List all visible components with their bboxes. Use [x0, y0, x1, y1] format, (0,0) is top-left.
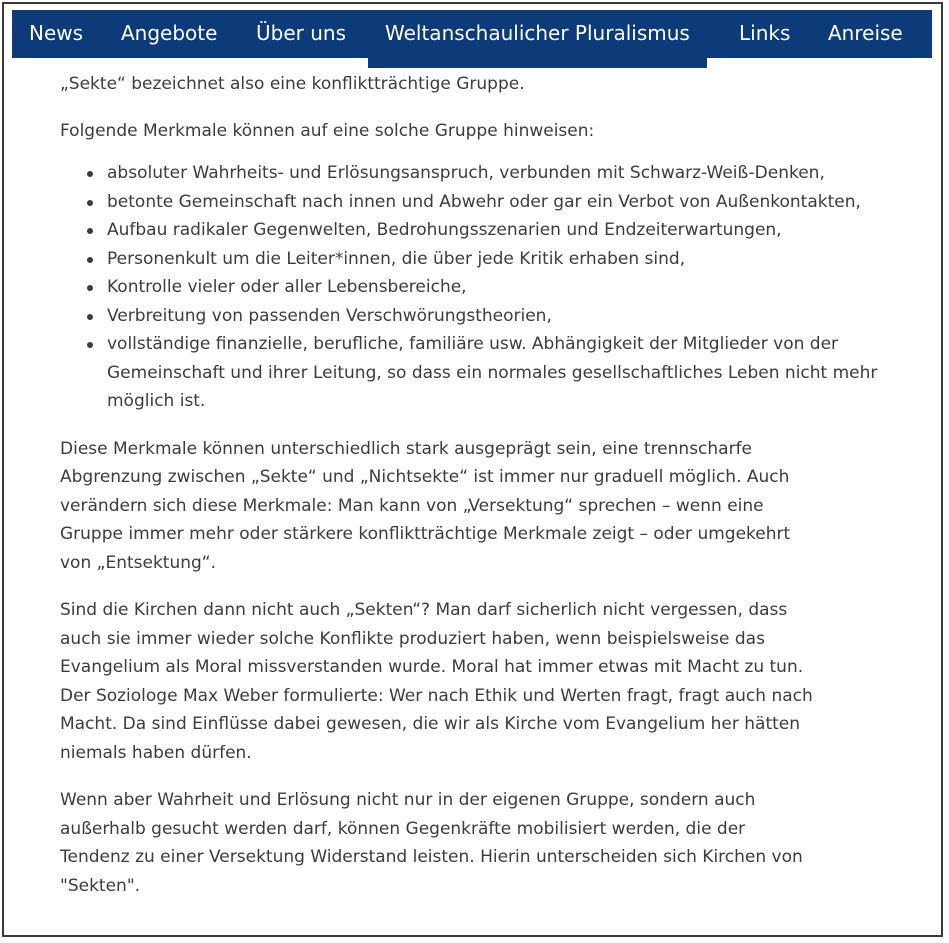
nav-item-news[interactable]: News	[29, 21, 84, 45]
intro-text: „Sekte“ bezeichnet also eine konfliktträchtige Gruppe.	[60, 74, 525, 94]
nav-item-ueber-uns[interactable]: Über uns	[256, 21, 346, 45]
nav-item-links[interactable]: Links	[739, 21, 791, 45]
traits-list	[60, 159, 947, 416]
list-item: absoluter Wahrheits- und Erlösungsanspruch, verbunden mit Schwarz-Weiß-Denken,	[107, 159, 947, 188]
list-item: vollständige finanzielle, berufliche, familiäre usw. Abhängigkeit der Mitglieder von der Gemeinschaft und ihrer Leitung, so dass ein normales gesellschaftliches Leben nicht mehr möglich ist.	[107, 330, 947, 416]
paragraph-kirchen: Sind die Kirchen dann nicht auch „Sekten“? Man darf sicherlich nicht vergessen, dass auch sie immer wieder solche Konflikte produziert haben, wenn beispielsweise das Evangelium als Moral missverstanden wurde. Moral hat immer etwas mit Macht zu tun. Der Soziologe Max Weber formulierte: Wer nach Ethik und Werten fragt, fragt auch nach Macht. Da sind Einflüsse dabei gewesen, die wir als Kirche vom Evangelium her hätten niemals haben dürfen.	[60, 600, 813, 763]
nav-item-weltanschaulicher-pluralismus[interactable]: Weltanschaulicher Pluralismus	[368, 10, 707, 68]
list-item: Kontrolle vieler oder aller Lebensbereiche,	[107, 273, 947, 302]
nav-item-angebote[interactable]: Angebote	[121, 21, 218, 45]
paragraph-wahrheit: Wenn aber Wahrheit und Erlösung nicht nur in der eigenen Gruppe, sondern auch außerhalb gesucht werden darf, können Gegenkräfte mobilisiert werden, die der Tendenz zu einer Versektung Widerstand leisten. Hierin unterscheiden sich Kirchen von "Sekten".	[60, 790, 803, 896]
list-item: Aufbau radikaler Gegenwelten, Bedrohungsszenarien und Endzeiterwartungen,	[107, 216, 947, 245]
article-content	[60, 70, 945, 900]
list-item: Personenkult um die Leiter*innen, die über jede Kritik erhaben sind,	[107, 245, 947, 274]
nav-item-anreise[interactable]: Anreise	[828, 21, 903, 45]
paragraph-merkmale: Diese Merkmale können unterschiedlich stark ausgeprägt sein, eine trennscharfe Abgrenzung zwischen „Sekte“ und „Nichtsekte“ ist immer nur graduell möglich. Auch verändern sich diese Merkmale: Man kann von „Versektung“ sprechen – wenn eine Gruppe immer mehr oder stärkere konfliktträchtige Merkmale zeigt – oder umgekehrt von „Entsektung“.	[60, 438, 791, 573]
main-navigation	[12, 10, 932, 58]
list-item: betonte Gemeinschaft nach innen und Abwehr oder gar ein Verbot von Außenkontakten,	[107, 188, 947, 217]
lead-text: Folgende Merkmale können auf eine solche Gruppe hinweisen:	[60, 120, 595, 141]
list-item: Verbreitung von passenden Verschwörungstheorien,	[107, 302, 947, 331]
